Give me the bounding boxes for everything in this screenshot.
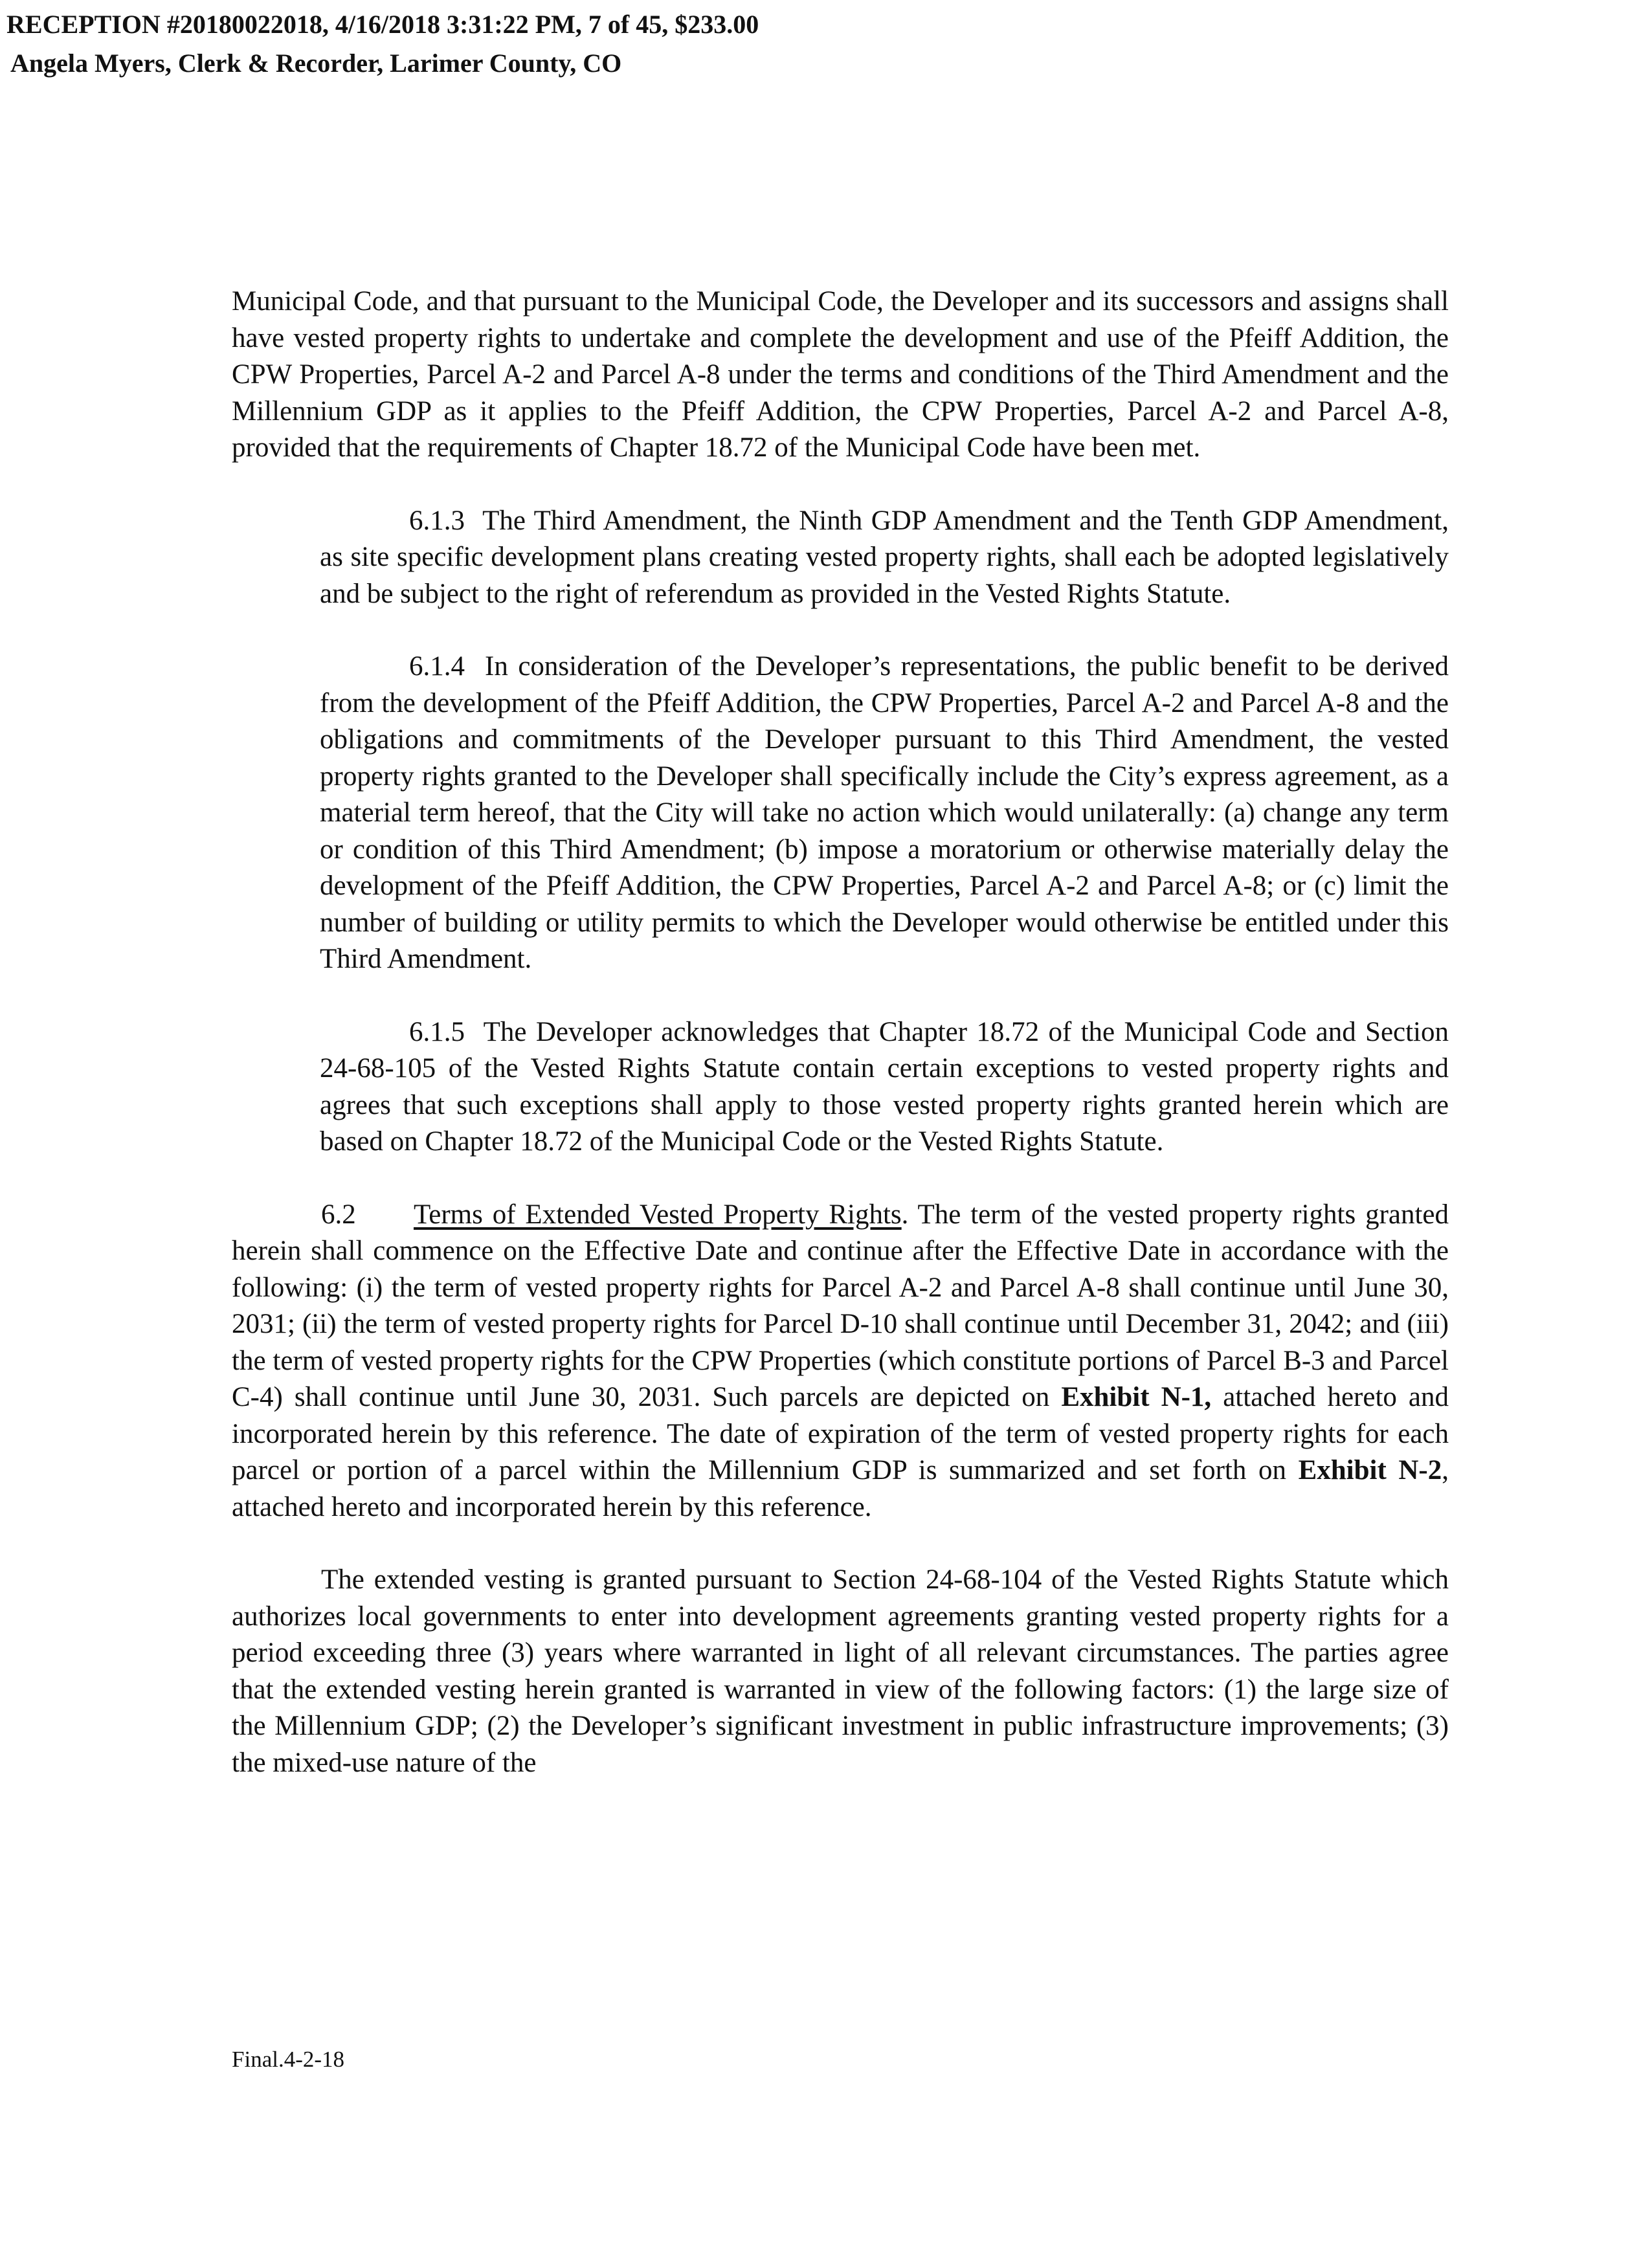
section-text: attached hereto and incorporated herein by this reference. The date of expiration of the term of vested property rights for each parcel or portion of a parcel within the Millennium GDP is summarized and set forth on xyxy=(232,1382,1449,1485)
recording-header xyxy=(6,5,759,83)
section-text: The Third Amendment, the Ninth GDP Amendment and the Tenth GDP Amendment, as site specific development plans creating vested property rights, shall each be adopted legislatively and be subject to the right of referendum as provided in the Vested Rights Statute. xyxy=(320,505,1449,609)
section-6-2 xyxy=(232,1197,1449,1526)
section-heading: Terms of Extended Vested Property Rights xyxy=(413,1199,902,1230)
section-6-1-4 xyxy=(320,649,1449,978)
exhibit-n1-reference: Exhibit N-1, xyxy=(1061,1382,1212,1412)
section-text: . The term of the vested property rights granted herein shall commence on the Effective Date and continue after the Effective Date in accordance with the following: (i) the term of vested property rights for Parcel A-2 and Parcel A-8 shall continue until June 30, 2031; (ii) the term of vested property rights for Parcel D-10 shall continue until December 31, 2042; and (iii) the term of vested property rights for the CPW Properties (which constitute portions of Parcel B-3 and Parcel C-4) shall continue until June 30, 2031. Such parcels are depicted on xyxy=(232,1199,1449,1412)
section-number: 6.1.4 xyxy=(409,651,465,682)
document-body xyxy=(232,284,1449,1818)
reception-line: RECEPTION #20180022018, 4/16/2018 3:31:22 PM, 7 of 45, $233.00 xyxy=(6,10,759,39)
section-number: 6.1.5 xyxy=(409,1016,465,1047)
paragraph-extended-vesting: The extended vesting is granted pursuant to Section 24-68-104 of the Vested Rights Statute which authorizes local governments to enter into development agreements granting vested property rights for a period exceeding three (3) years where warranted in light of all relevant circumstances. The parties agree that the extended vesting herein granted is warranted in view of the following factors: (1) the large size of the Millennium GDP; (2) the Developer’s significant investment in public infrastructure improvements; (3) the mixed-use nature of the xyxy=(232,1564,1449,1778)
section-text: In consideration of the Developer’s representations, the public benefit to be derived from the development of the Pfeiff Addition, the CPW Properties, Parcel A-2 and Parcel A-8 and the obligations and commitments of the Developer pursuant to this Third Amendment, the vested property rights granted to the Developer shall specifically include the City’s express agreement, as a material term hereof, that the City will take no action which would unilaterally: (a) change any term or condition of this Third Amendment; (b) impose a moratorium or otherwise materially delay the development of the Pfeiff Addition, the CPW Properties, Parcel A-2 and Parcel A-8; or (c) limit the number of building or utility permits to which the Developer would otherwise be entitled under this Third Amendment. xyxy=(320,651,1449,974)
paragraph-continued: Municipal Code, and that pursuant to the Municipal Code, the Developer and its successors and assigns shall have vested property rights to undertake and complete the development and use of the Pfeiff Addition, the CPW Properties, Parcel A-2 and Parcel A-8 under the terms and conditions of the Third Amendment and the Millennium GDP as it applies to the Pfeiff Addition, the CPW Properties, Parcel A-2 and Parcel A-8, provided that the requirements of Chapter 18.72 of the Municipal Code have been met. xyxy=(232,286,1449,463)
recorder-line: Angela Myers, Clerk & Recorder, Larimer County, CO xyxy=(10,49,622,78)
footer-version: Final.4-2-18 xyxy=(232,2047,345,2072)
exhibit-n2-reference: Exhibit N-2 xyxy=(1298,1455,1442,1485)
section-text: The Developer acknowledges that Chapter 18.72 of the Municipal Code and Section 24-68-105 of the Vested Rights Statute contain certain exceptions to vested property rights and agrees that such exceptions shall apply to those vested property rights granted herein which are based on Chapter 18.72 of the Municipal Code or the Vested Rights Statute. xyxy=(320,1016,1449,1157)
section-text: , attached hereto and incorporated herein by this reference. xyxy=(232,1455,1449,1522)
section-6-1-5 xyxy=(320,1014,1449,1161)
section-number: 6.2 xyxy=(321,1199,356,1230)
section-number: 6.1.3 xyxy=(409,505,465,536)
section-6-1-3 xyxy=(320,503,1449,613)
